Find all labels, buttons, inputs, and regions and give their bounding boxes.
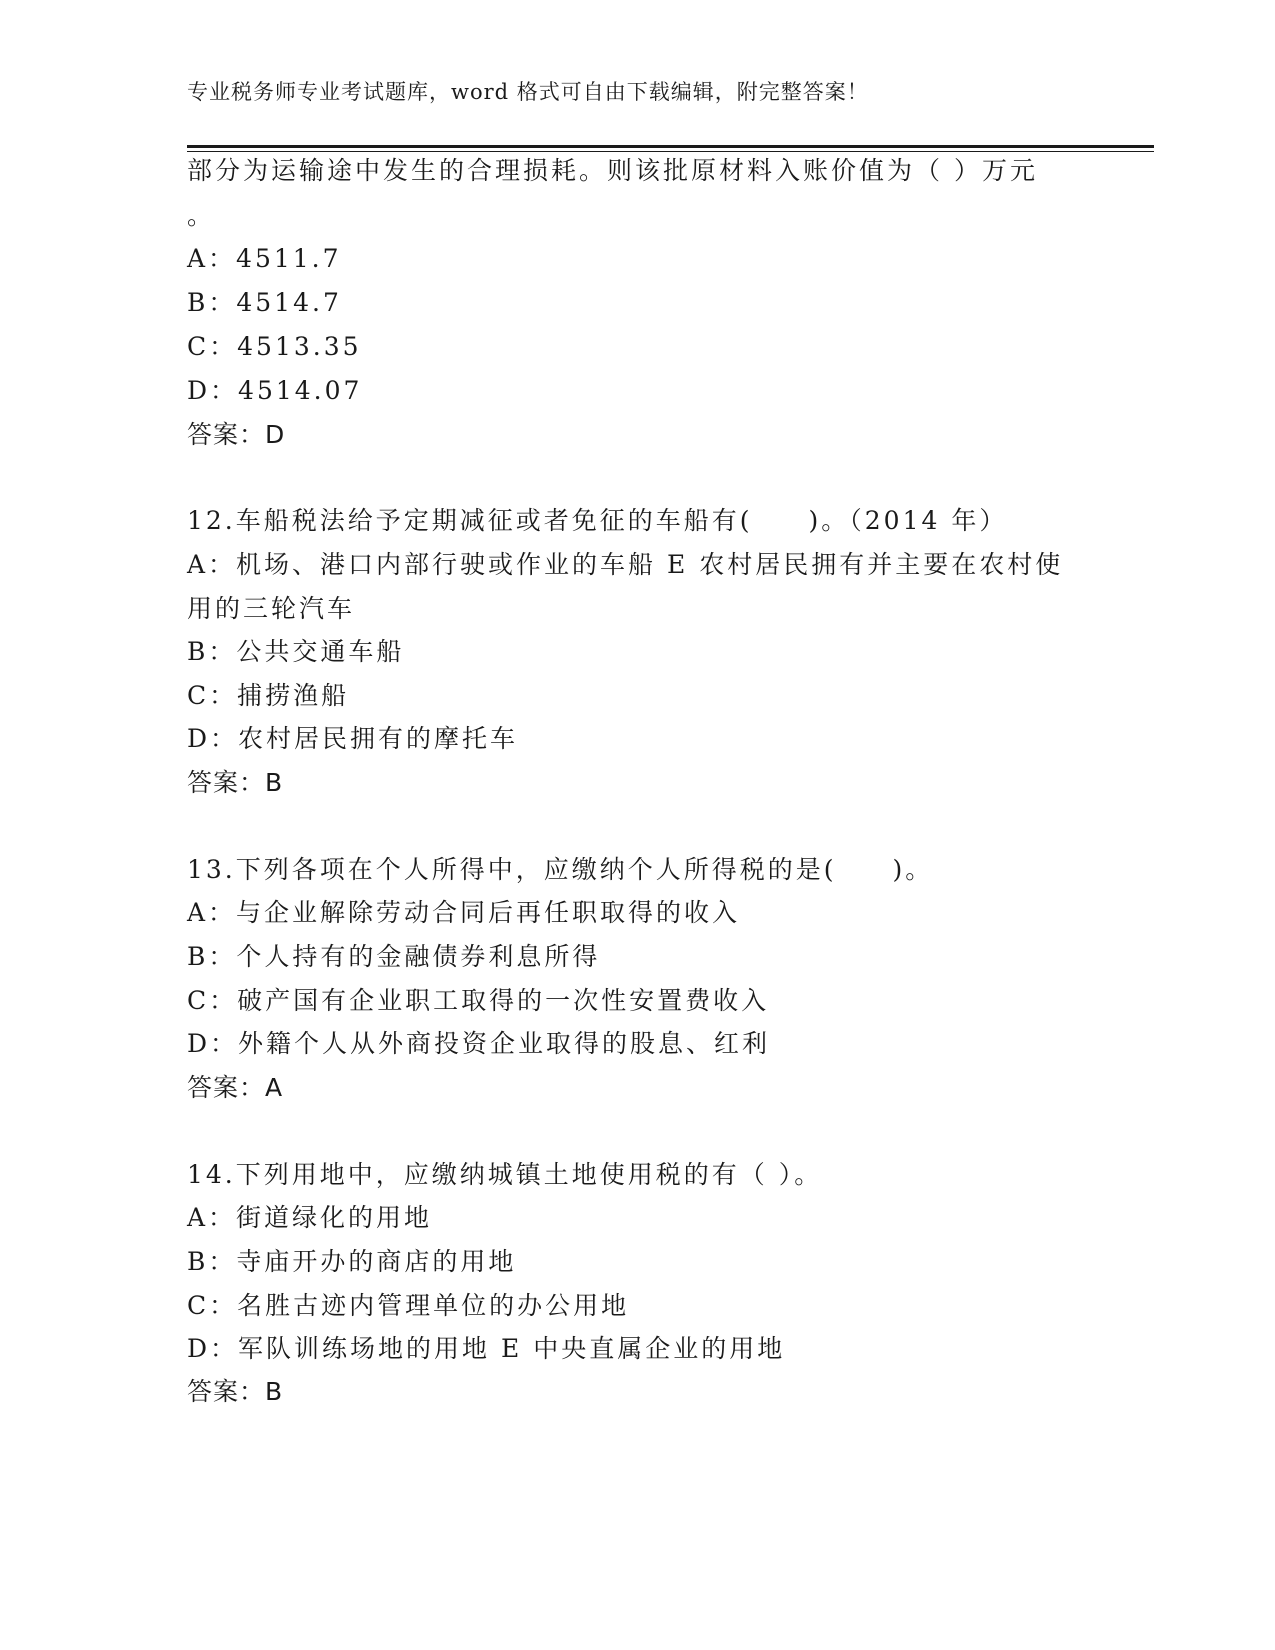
header-rule-thin [187, 151, 1154, 152]
q13-answer: 答案：A [187, 1073, 284, 1102]
q13-option-b: B：个人持有的金融债券利息所得 [187, 942, 601, 971]
q12-option-a-line-1: A：机场、港口内部行驶或作业的车船 E 农村居民拥有并主要在农村使 [187, 550, 1064, 579]
q14-option-c: C：名胜古迹内管理单位的办公用地 [187, 1291, 630, 1320]
q12-option-a-line-2: 用的三轮汽车 [187, 594, 356, 623]
q11-answer: 答案：D [187, 420, 286, 449]
q11-option-c: C：4513.35 [187, 332, 362, 361]
q12-stem: 12.车船税法给予定期减征或者免征的车船有( )。（2014 年） [187, 506, 1008, 535]
q14-stem: 14.下列用地中，应缴纳城镇土地使用税的有（ ）。 [187, 1160, 823, 1189]
q11-option-d: D：4514.07 [187, 376, 363, 405]
q13-option-c: C：破产国有企业职工取得的一次性安置费收入 [187, 986, 770, 1015]
q11-continuation-line-2: 。 [187, 201, 216, 230]
q14-answer: 答案：B [187, 1377, 284, 1406]
q13-option-a: A：与企业解除劳动合同后再任职取得的收入 [187, 898, 741, 927]
q14-option-a: A：街道绿化的用地 [187, 1203, 433, 1232]
q12-option-d: D：农村居民拥有的摩托车 [187, 724, 519, 753]
q13-option-d: D：外籍个人从外商投资企业取得的股息、红利 [187, 1029, 771, 1058]
q12-answer: 答案：B [187, 768, 284, 797]
header-note: 专业税务师专业考试题库，word 格式可自由下载编辑，附完整答案！ [187, 80, 869, 104]
q14-option-b: B：寺庙开办的商店的用地 [187, 1247, 517, 1276]
q11-option-b: B：4514.7 [187, 288, 342, 317]
q13-stem: 13.下列各项在个人所得中，应缴纳个人所得税的是( )。 [187, 855, 934, 884]
q11-option-a: A：4511.7 [187, 244, 342, 273]
q12-option-b: B：公共交通车船 [187, 637, 405, 666]
q11-continuation-line-1: 部分为运输途中发生的合理损耗。则该批原材料入账价值为（ ）万元 [187, 156, 1038, 185]
header-rule-thick [187, 145, 1154, 148]
q12-option-c: C：捕捞渔船 [187, 681, 350, 710]
q14-option-d: D：军队训练场地的用地 E 中央直属企业的用地 [187, 1334, 786, 1363]
